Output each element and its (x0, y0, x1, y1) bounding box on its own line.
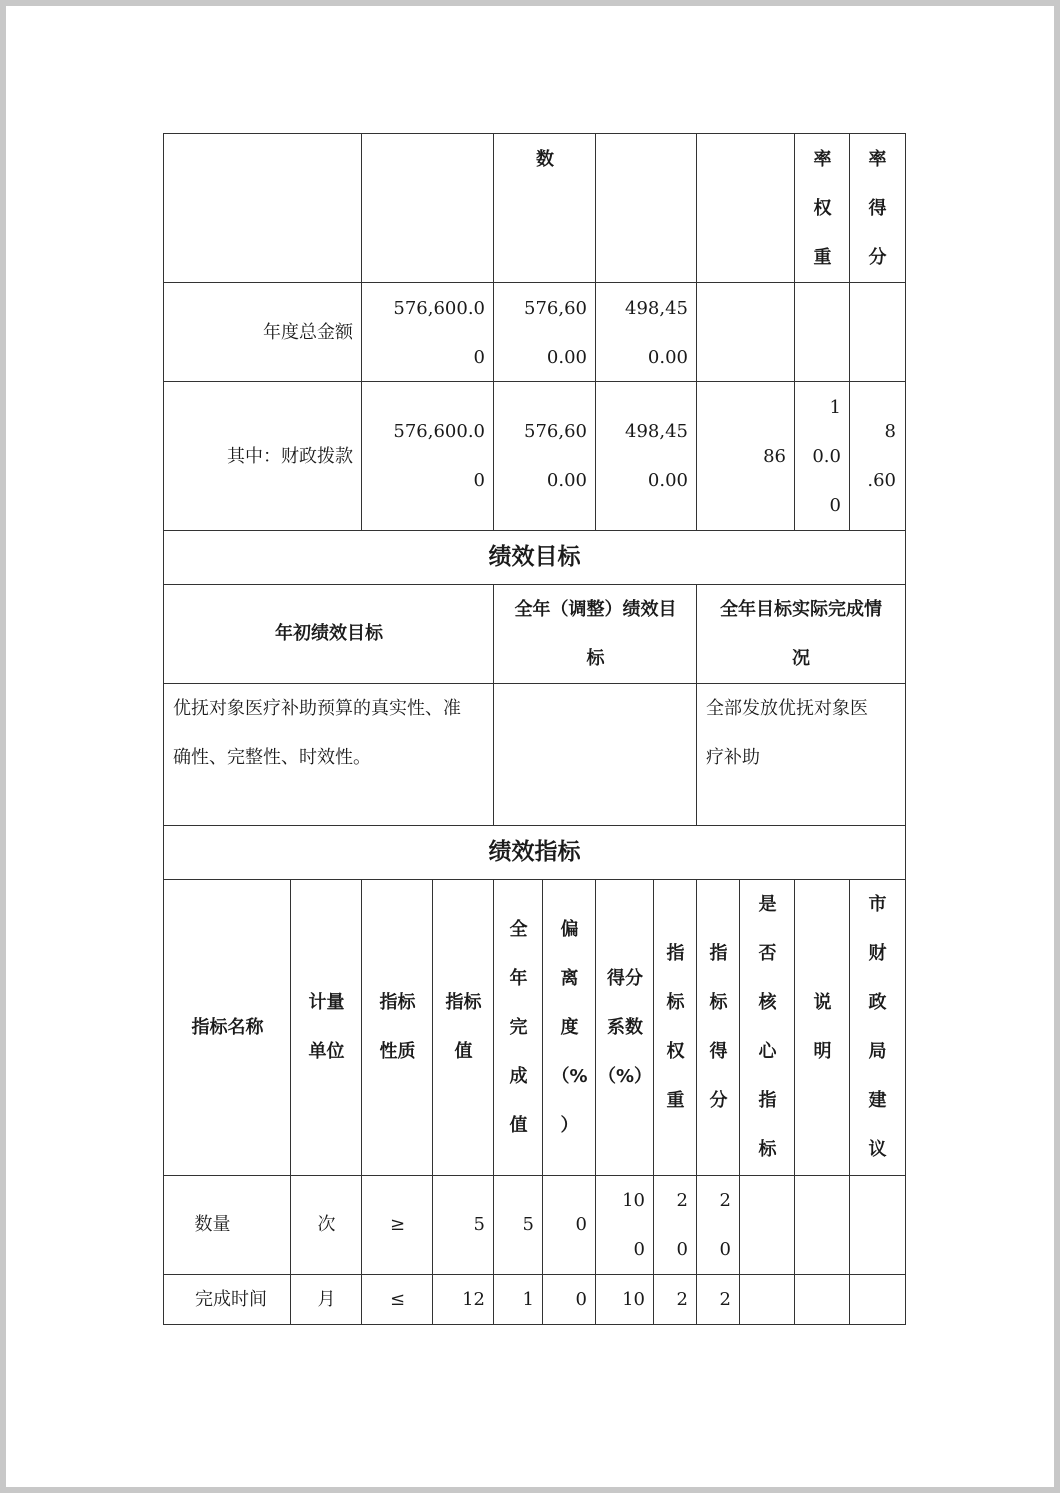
budget-header-score (850, 134, 905, 283)
ind-row-quantity-nature-text: ≥ (389, 1214, 406, 1235)
budget-header-count (494, 134, 596, 283)
ind-row-time-score (697, 1274, 740, 1324)
budget-header-count-text: 数 (536, 149, 554, 170)
ind-row-time-nature-text: ≤ (389, 1288, 406, 1310)
budget-header-weight-text: 率 权 重 (813, 149, 832, 268)
ind-header-core (740, 879, 795, 1175)
ind-row-time-weight-text: 2 (676, 1288, 688, 1310)
budget-row-total-col5 (697, 283, 795, 382)
grid-vline (696, 133, 697, 531)
indicators-section-title-text: 绩效指标 (488, 838, 581, 865)
ind-header-name (164, 879, 291, 1175)
ind-header-actual (494, 879, 543, 1175)
budget-header-score-text: 率 得 分 (868, 149, 887, 268)
ind-row-quantity-unit (291, 1175, 362, 1274)
ind-row-time-advice (850, 1274, 905, 1324)
ind-header-deviation (543, 879, 596, 1175)
budget-row-fiscal-annual (362, 382, 494, 530)
grid-vline (361, 879, 362, 1325)
budget-row-fiscal-annual-text: 576,600.0 0 (393, 421, 485, 491)
grid-vline (595, 879, 596, 1325)
ind-header-unit-text: 计量 单位 (308, 992, 345, 1062)
ind-row-quantity-name-text: 数量 (194, 1214, 231, 1235)
budget-row-fiscal-col5-text: 86 (763, 445, 786, 467)
goals-header-actual (697, 584, 905, 683)
budget-row-fiscal-adjusted (494, 382, 596, 530)
ind-header-core-text: 是 否 核 心 指 标 (758, 894, 777, 1160)
budget-row-fiscal-executed (596, 382, 697, 530)
ind-row-time-weight (654, 1274, 697, 1324)
ind-row-quantity-nature (362, 1175, 433, 1274)
budget-row-total-executed (596, 283, 697, 382)
ind-row-time-unit (291, 1274, 362, 1324)
ind-row-quantity-actual (494, 1175, 543, 1274)
goals-section-title-text: 绩效目标 (488, 543, 581, 570)
ind-header-coefficient-text: 得分 系数 （%） (597, 967, 653, 1087)
grid-vline (739, 879, 740, 1325)
ind-header-advice-text: 市 财 政 局 建 议 (868, 894, 887, 1160)
budget-row-fiscal-score (850, 382, 905, 530)
budget-row-total-label-text: 年度总金额 (263, 322, 353, 343)
budget-row-fiscal-weight (795, 382, 850, 530)
budget-row-fiscal-col5 (697, 382, 795, 530)
goals-header-initial-text: 年初绩效目标 (275, 623, 383, 644)
grid-vline (493, 133, 494, 531)
goals-actual-text-value: 全部发放优抚对象医 疗补助 (706, 698, 868, 768)
budget-row-fiscal-executed-text: 498,45 0.00 (625, 421, 688, 491)
budget-row-total-label (164, 283, 362, 382)
ind-row-time-name-text: 完成时间 (195, 1288, 267, 1310)
ind-row-time-deviation-text: 0 (575, 1288, 587, 1310)
grid-vline (595, 133, 596, 531)
budget-row-fiscal-label (164, 382, 362, 530)
budget-row-total-adjusted-text: 576,60 0.00 (524, 297, 587, 368)
budget-header-weight (795, 134, 850, 283)
grid-vline (432, 879, 433, 1325)
ind-row-quantity-target-text: 5 (473, 1214, 485, 1235)
ind-header-target-text: 指标 值 (445, 992, 482, 1062)
grid-vline (905, 133, 906, 1325)
budget-row-total-adjusted (494, 283, 596, 382)
budget-row-fiscal-label-text: 其中：财政拨款 (227, 445, 353, 467)
ind-row-quantity-deviation-text: 0 (575, 1214, 587, 1235)
ind-row-time-unit-text: 月 (317, 1288, 336, 1310)
ind-row-time-deviation (543, 1274, 596, 1324)
grid-hline (163, 683, 906, 684)
ind-row-time-nature (362, 1274, 433, 1324)
ind-row-quantity-coefficient (596, 1175, 654, 1274)
ind-header-score-text: 指 标 得 分 (709, 943, 728, 1111)
budget-row-fiscal-weight-text: 1 0.0 0 (812, 396, 841, 516)
ind-row-quantity-deviation (543, 1175, 596, 1274)
ind-header-nature-text: 指标 性质 (379, 992, 416, 1062)
goals-header-adjusted (494, 584, 697, 683)
ind-row-quantity-note (795, 1175, 850, 1274)
indicators-section-title (164, 825, 905, 879)
ind-header-unit (291, 879, 362, 1175)
grid-vline (696, 879, 697, 1325)
ind-row-quantity-unit-text: 次 (317, 1214, 336, 1235)
grid-vline (696, 584, 697, 826)
grid-vline (794, 133, 795, 531)
budget-row-fiscal-adjusted-text: 576,60 0.00 (524, 421, 587, 491)
ind-row-quantity-weight (654, 1175, 697, 1274)
ind-header-score (697, 879, 740, 1175)
grid-vline (542, 879, 543, 1325)
ind-row-quantity-target (433, 1175, 494, 1274)
budget-row-total-executed-text: 498,45 0.00 (625, 297, 688, 368)
ind-row-time-coefficient-text: 10 (622, 1288, 645, 1310)
grid-hline (163, 584, 906, 585)
goals-actual-text (697, 683, 905, 825)
ind-header-target (433, 879, 494, 1175)
grid-vline (163, 133, 164, 1325)
grid-vline (361, 133, 362, 531)
goals-initial-text (164, 683, 494, 825)
budget-row-fiscal-score-text: 8 .60 (867, 421, 896, 491)
ind-header-weight (654, 879, 697, 1175)
ind-row-time-name (164, 1274, 298, 1324)
goals-section-title (164, 530, 905, 584)
ind-header-note-text: 说 明 (813, 992, 832, 1062)
ind-row-time-target-text: 12 (462, 1288, 485, 1310)
ind-row-time-score-text: 2 (719, 1288, 731, 1310)
ind-row-quantity-score (697, 1175, 740, 1274)
ind-row-quantity-coefficient-text: 10 0 (622, 1189, 645, 1260)
budget-row-total-annual (362, 283, 494, 382)
ind-header-coefficient (596, 879, 654, 1175)
ind-header-actual-text: 全 年 完 成 值 (509, 918, 528, 1136)
ind-row-time-coefficient (596, 1274, 654, 1324)
grid-vline (794, 879, 795, 1325)
grid-vline (849, 133, 850, 531)
grid-vline (493, 879, 494, 1325)
ind-row-quantity-advice (850, 1175, 905, 1274)
goals-header-actual-text: 全年目标实际完成情 况 (720, 598, 882, 669)
ind-row-time-core (740, 1274, 795, 1324)
budget-row-total-score (850, 283, 905, 382)
goals-header-initial (164, 584, 494, 683)
ind-row-quantity-actual-text: 5 (522, 1214, 534, 1235)
grid-vline (493, 584, 494, 826)
document-page (6, 6, 1054, 1487)
budget-row-total-weight (795, 283, 850, 382)
ind-row-quantity-score-text: 2 0 (719, 1189, 731, 1260)
goals-initial-text-value: 优抚对象医疗补助预算的真实性、准 确性、完整性、时效性。 (173, 698, 461, 768)
budget-row-total-annual-text: 576,600.0 0 (393, 297, 485, 368)
goals-adjusted-text (494, 683, 697, 825)
ind-header-nature (362, 879, 433, 1175)
ind-header-advice (850, 879, 905, 1175)
grid-vline (653, 879, 654, 1325)
ind-row-quantity-core (740, 1175, 795, 1274)
ind-row-time-actual-text: 1 (522, 1288, 534, 1310)
goals-header-adjusted-text: 全年（调整）绩效目 标 (514, 598, 677, 669)
ind-header-deviation-text: 偏 离 度 （% ） (551, 918, 588, 1136)
ind-row-time-actual (494, 1274, 543, 1324)
ind-header-weight-text: 指 标 权 重 (666, 943, 685, 1111)
ind-row-time-note (795, 1274, 850, 1324)
ind-row-quantity-weight-text: 2 0 (676, 1189, 688, 1260)
grid-hline (163, 825, 906, 826)
grid-vline (290, 879, 291, 1325)
ind-header-name-text: 指标名称 (191, 1016, 264, 1038)
ind-row-time-target (433, 1274, 494, 1324)
ind-row-quantity-name (164, 1175, 261, 1274)
grid-vline (849, 879, 850, 1325)
ind-header-note (795, 879, 850, 1175)
